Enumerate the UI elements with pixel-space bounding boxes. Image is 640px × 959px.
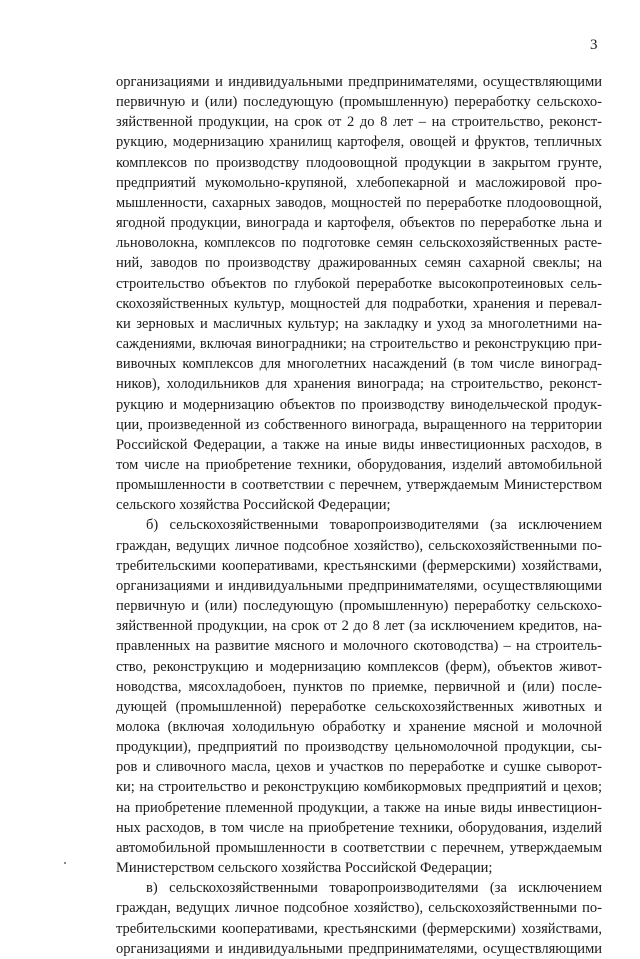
text-line: продукции), предприятий по производству цельномолочной продукции, сы-: [116, 739, 602, 756]
text-line: рукцию и модернизацию объектов по производству винодельческой продук-: [116, 396, 602, 413]
scan-artifact: [64, 862, 66, 864]
text-line: граждан, ведущих личное подсобное хозяйство), сельскохозяйственными по-: [116, 537, 602, 554]
text-line: зяйственной продукции, на срок от 2 до 8 лет – на строительство, реконст-: [116, 114, 602, 131]
text-line: ников), холодильников для хранения винограда; на строительство, реконст-: [116, 376, 602, 393]
text-line: зяйственной продукции, на срок от 2 до 8 лет (за исключением кредитов, на-: [116, 618, 602, 635]
text-line: том числе на приобретение техники, оборудования, изделий автомобильной: [116, 456, 602, 473]
text-line: правленных на развитие мясного и молочного скотоводства) – на строитель-: [116, 638, 602, 655]
text-line: вивочных комплексов для многолетних насаждений (в том числе виноград-: [116, 356, 602, 373]
text-line: молока (включая холодильную обработку и хранение мясной и молочной: [116, 719, 602, 735]
text-line: на приобретение племенной продукции, а также на иные виды инвестицион-: [116, 799, 602, 816]
document-body: [116, 72, 602, 959]
text-line: скохозяйственных культур, мощностей для подработки, хранения и перевал-: [116, 295, 602, 312]
text-line: организациями и индивидуальными предпринимателями, осуществляющими: [116, 577, 602, 594]
text-line: ки зерновых и масличных культур; на закладку и уход за многолетними на-: [116, 315, 602, 332]
text-line: ний, заводов по производству дражированных семян сахарной свеклы; на: [116, 255, 602, 272]
text-line: в) сельскохозяйственными товаропроизводителями (за исключением: [146, 880, 602, 897]
text-line: ных расходов, в том числе на приобретение техники, оборудования, изделий: [116, 819, 602, 836]
text-line: строительство объектов по глубокой переработке высокопротеиновых сель-: [116, 275, 602, 292]
text-line: рукцию, модернизацию хранилищ картофеля, овощей и фруктов, тепличных: [116, 134, 602, 151]
text-line: льноволокна, комплексов по подготовке семян сельскохозяйственных расте-: [116, 235, 602, 252]
text-line: требительскими кооперативами, крестьянскими (фермерскими) хозяйствами,: [116, 557, 602, 574]
text-line: новодства, мясохладобоен, пунктов по приемке, первичной и (или) после-: [116, 678, 602, 695]
text-line: мышленности, сахарных заводов, мощностей по переработке плодоовощной,: [116, 194, 602, 211]
paragraph-item-b: [116, 515, 602, 878]
paragraph-item-v: [116, 878, 602, 959]
paragraph-continuation: [116, 72, 602, 515]
text-line: автомобильной промышленности в соответствии с перечнем, утверждаемым: [116, 839, 602, 856]
text-line: организациями и индивидуальными предпринимателями, осуществляющими: [116, 74, 602, 90]
text-line: ров и сливочного масла, цехов и участков по переработке и сушке сыворот-: [116, 759, 602, 776]
text-line: первичную и (или) последующую (промышленную) переработку сельскохо-: [116, 598, 602, 615]
text-line: комплексов по производству плодоовощной продукции в закрытом грунте,: [116, 154, 602, 171]
text-line: сельского хозяйства Российской Федерации;: [116, 497, 391, 514]
text-line: Российской Федерации, а также на иные виды инвестиционных расходов, в: [116, 436, 602, 453]
text-line: промышленности в соответствии с перечнем, утверждаемым Министерством: [116, 477, 602, 494]
page-number: 3: [590, 37, 598, 53]
text-line: организациями и индивидуальными предпринимателями, осуществляющими: [116, 940, 602, 957]
text-line: ство, реконструкцию и модернизацию комплексов (ферм), объектов живот-: [116, 658, 602, 675]
text-line: граждан, ведущих личное подсобное хозяйство), сельскохозяйственными по-: [116, 900, 602, 917]
text-line: Министерством сельского хозяйства Российской Федерации;: [116, 860, 493, 877]
text-line: ягодной продукции, винограда и картофеля, объектов по переработке льна и: [116, 215, 602, 232]
text-line: первичную и (или) последующую (промышленную) переработку сельскохо-: [116, 94, 602, 111]
text-line: ции, произведенной из собственного винограда, выращенного на территории: [116, 416, 602, 433]
text-line: ки; на строительство и реконструкцию комбикормовых предприятий и цехов;: [116, 779, 602, 796]
text-line: требительскими кооперативами, крестьянскими (фермерскими) хозяйствами,: [116, 920, 602, 937]
text-line: дующей (промышленной) переработке сельскохозяйственных животных и: [116, 698, 602, 715]
text-line: б) сельскохозяйственными товаропроизводителями (за исключением: [146, 517, 602, 534]
text-line: предприятий мукомольно-крупяной, хлебопекарной и масложировой про-: [116, 174, 602, 191]
text-line: саждениями, включая виноградники; на строительство и реконструкцию при-: [116, 336, 602, 353]
